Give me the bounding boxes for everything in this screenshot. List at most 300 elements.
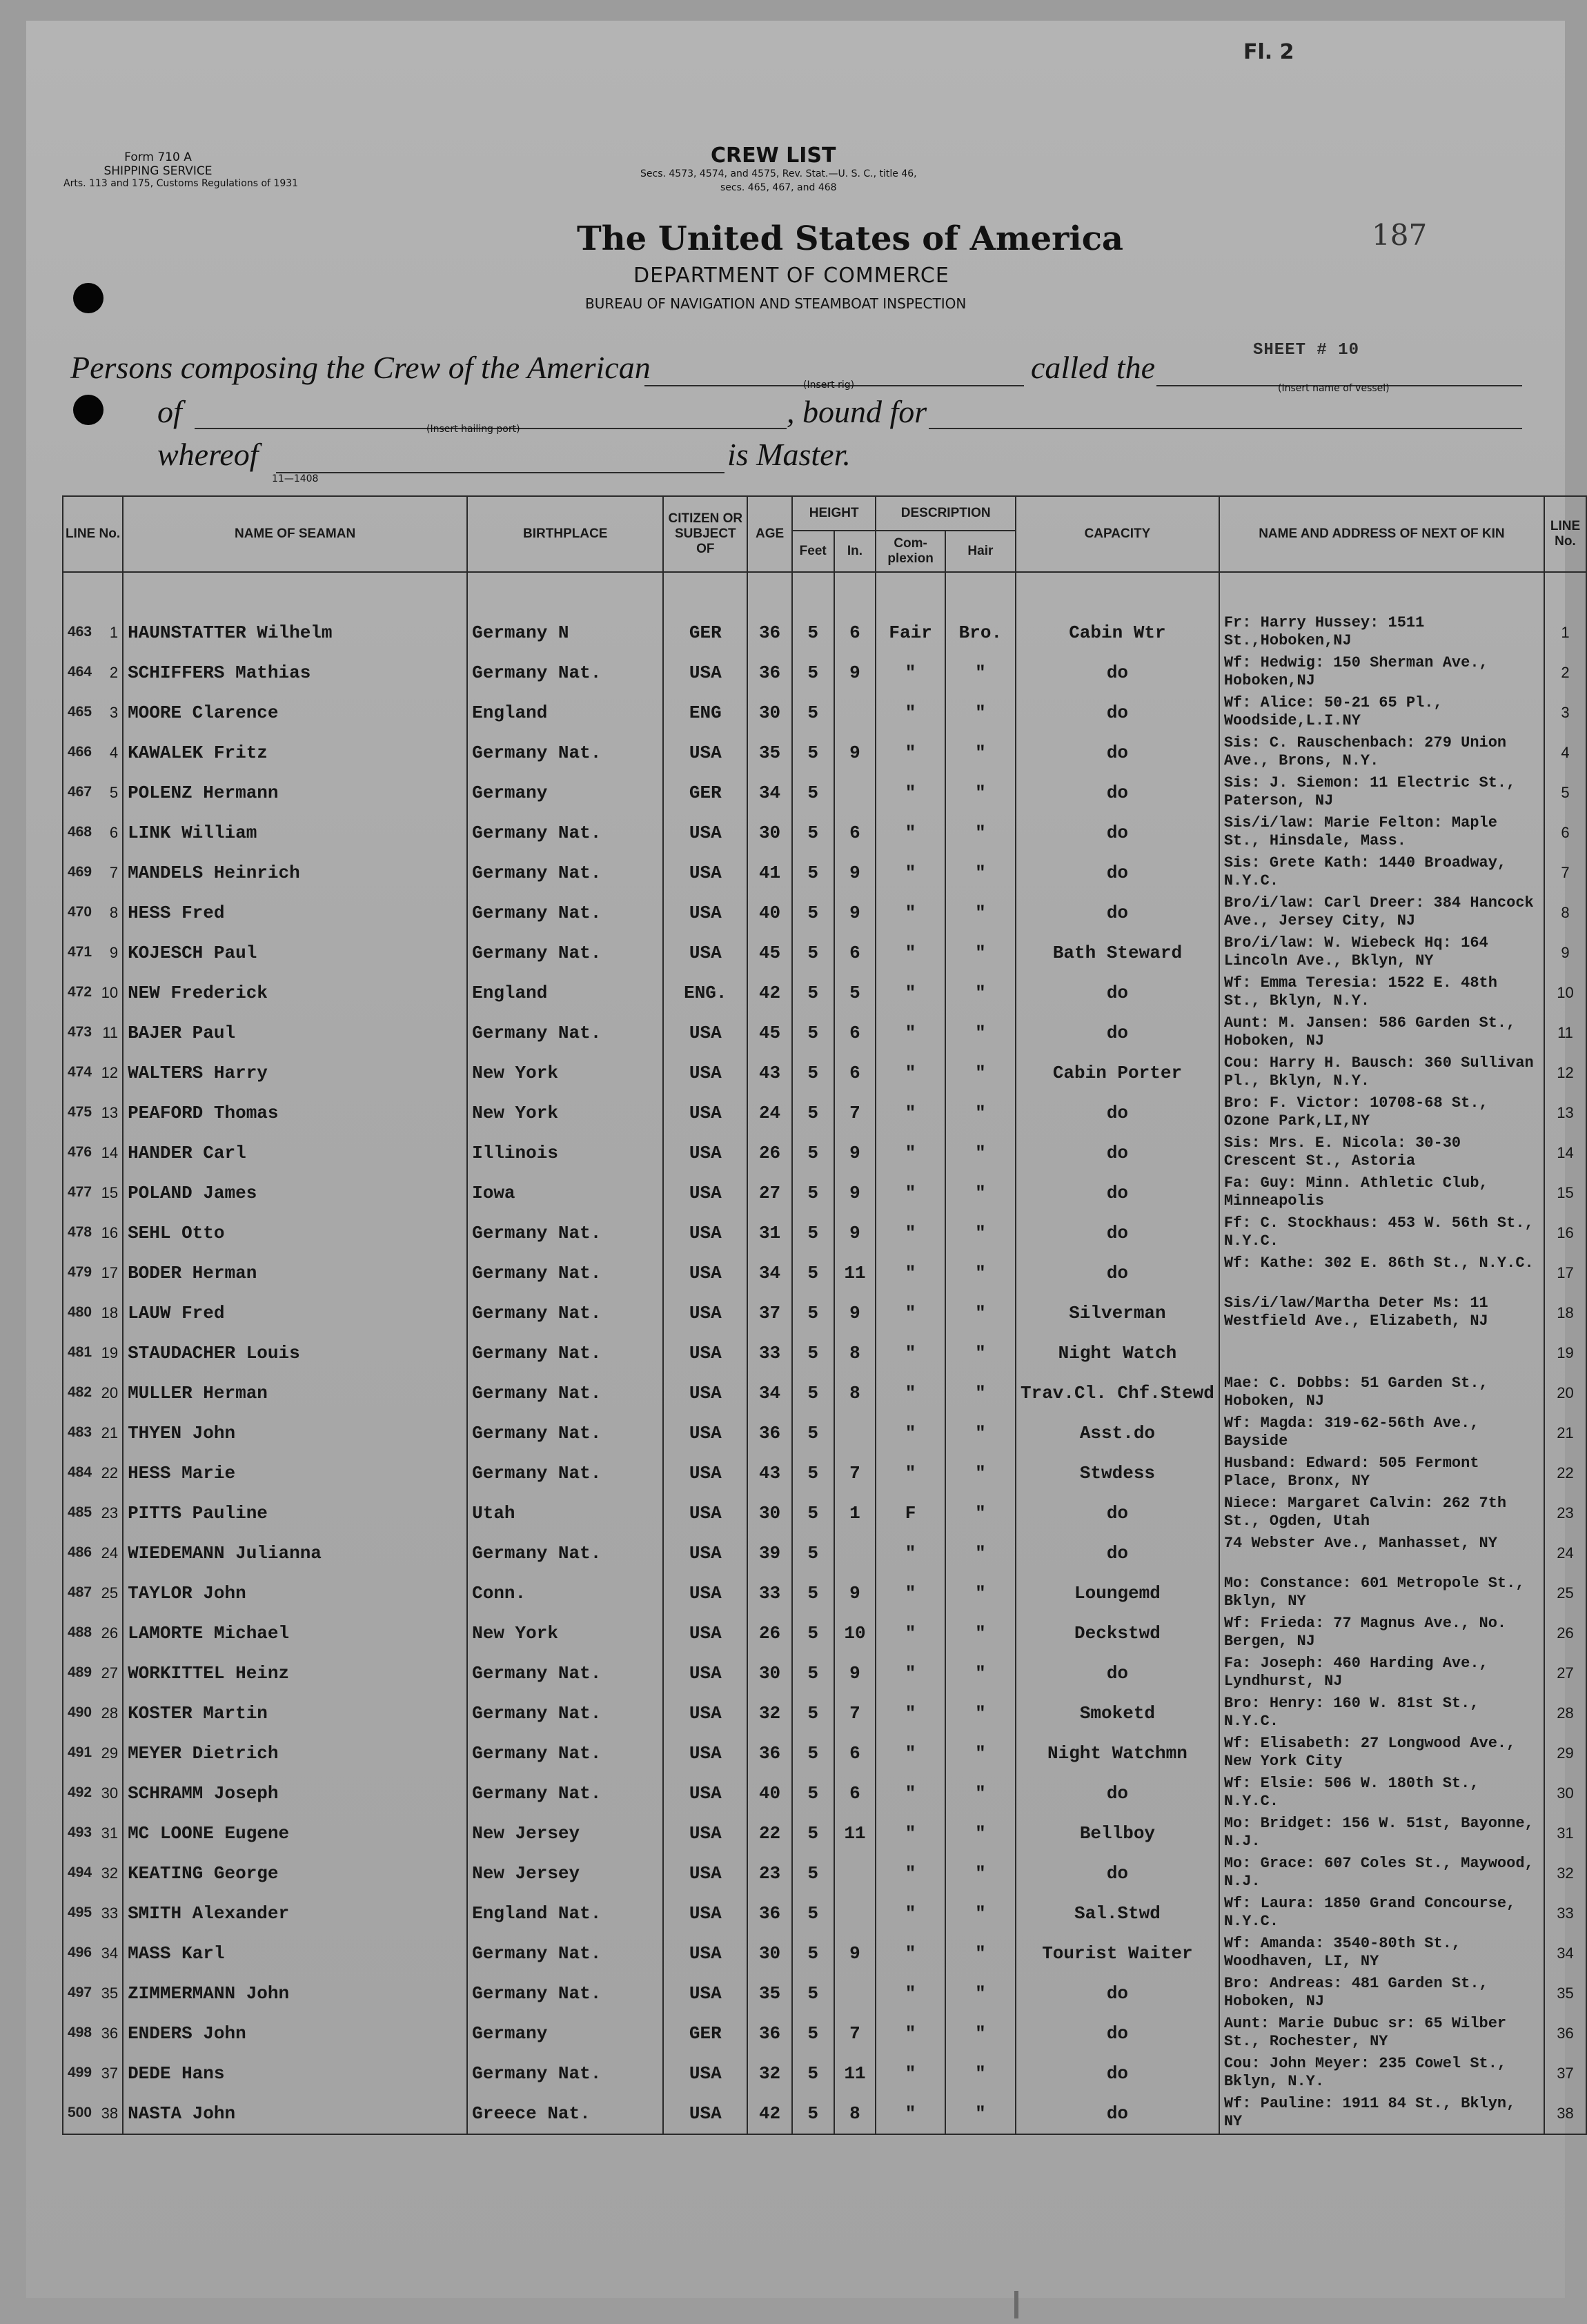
sheet-line-reference: 465: [68, 704, 92, 720]
hair: ": [945, 1773, 1016, 1813]
sheet-stamp: SHEET # 10: [1253, 341, 1360, 360]
sheet-line-reference: 464: [68, 664, 92, 680]
table-row: [63, 613, 1586, 653]
age: 35: [747, 1973, 792, 2013]
height-feet: 5: [792, 1853, 834, 1893]
line-no-right: 36: [1544, 2013, 1586, 2054]
line-number: 28: [101, 1704, 119, 1722]
complexion: ": [876, 1133, 945, 1173]
age: 32: [747, 1693, 792, 1733]
birthplace: Germany Nat.: [467, 1933, 663, 1973]
next-of-kin: Wf: Frieda: 77 Magnus Ave., No. Bergen, NJ: [1219, 1613, 1544, 1653]
height-inches: 8: [834, 2094, 876, 2134]
citizenship: USA: [663, 1813, 747, 1853]
line-no-right: 26: [1544, 1613, 1586, 1653]
complexion: ": [876, 1813, 945, 1853]
line-no-right: 14: [1544, 1133, 1586, 1173]
line-number: 10: [101, 984, 119, 1001]
next-of-kin: Bro/i/law: Carl Dreer: 384 Hancock Ave., Jersey City, NJ: [1219, 893, 1544, 933]
height-inches: 6: [834, 813, 876, 853]
line-no-right: 12: [1544, 1053, 1586, 1093]
height-inches: 9: [834, 893, 876, 933]
sheet-line-reference: 472: [68, 984, 92, 1000]
capacity: Loungemd: [1016, 1573, 1219, 1613]
line-number: 13: [101, 1104, 119, 1121]
line-number: 19: [101, 1344, 119, 1361]
sheet-line-reference: 470: [68, 904, 92, 920]
height-feet: 5: [792, 733, 834, 773]
line-no: [63, 1813, 123, 1853]
statute-line-2: secs. 465, 467, and 468: [720, 182, 837, 193]
complexion: ": [876, 1973, 945, 2013]
hair: ": [945, 1693, 1016, 1733]
next-of-kin: Mo: Constance: 601 Metropole St., Bklyn, NY: [1219, 1573, 1544, 1613]
birthplace: Germany: [467, 773, 663, 813]
height-inches: 7: [834, 2013, 876, 2054]
crew-rows: [63, 572, 1586, 2134]
birthplace: Germany Nat.: [467, 1733, 663, 1773]
age: 26: [747, 1613, 792, 1653]
line-no: [63, 773, 123, 813]
seaman-name: MC LOONE Eugene: [123, 1813, 467, 1853]
height-feet: 5: [792, 653, 834, 693]
height-feet: 5: [792, 1293, 834, 1333]
sheet-line-reference: 475: [68, 1104, 92, 1120]
complexion: ": [876, 693, 945, 733]
complexion: ": [876, 1573, 945, 1613]
vessel-caption: (Insert name of vessel): [1278, 383, 1390, 394]
height-inches: 9: [834, 1213, 876, 1253]
seaman-name: LAUW Fred: [123, 1293, 467, 1333]
header-complexion: Com-plexion: [876, 531, 945, 572]
hair: ": [945, 1213, 1016, 1253]
next-of-kin: [1219, 1333, 1544, 1373]
table-row: [63, 1293, 1586, 1333]
hair: ": [945, 1373, 1016, 1413]
birthplace: Germany Nat.: [467, 1013, 663, 1053]
rig-caption: (Insert rig): [803, 380, 855, 391]
birthplace: Germany Nat.: [467, 2054, 663, 2094]
line-number: 12: [101, 1064, 119, 1081]
height-feet: 5: [792, 1493, 834, 1533]
line-number: 22: [101, 1464, 119, 1481]
table-row: [63, 1453, 1586, 1493]
height-inches: 11: [834, 1813, 876, 1853]
table-row: [63, 1653, 1586, 1693]
birthplace: Germany Nat.: [467, 1253, 663, 1293]
capacity: do: [1016, 653, 1219, 693]
hailing-port-caption: (Insert hailing port): [426, 424, 520, 435]
seaman-name: THYEN John: [123, 1413, 467, 1453]
line-number: 16: [101, 1224, 119, 1241]
line-number: 24: [101, 1544, 119, 1562]
table-row: [63, 2013, 1586, 2054]
table-row: [63, 1213, 1586, 1253]
complexion: ": [876, 2054, 945, 2094]
birthplace: Germany Nat.: [467, 1533, 663, 1573]
next-of-kin: 74 Webster Ave., Manhasset, NY: [1219, 1533, 1544, 1573]
seaman-name: KEATING George: [123, 1853, 467, 1893]
birthplace: New Jersey: [467, 1853, 663, 1893]
hair: ": [945, 773, 1016, 813]
complexion: ": [876, 1773, 945, 1813]
next-of-kin: Husband: Edward: 505 Fermont Place, Bronx, NY: [1219, 1453, 1544, 1493]
age: 41: [747, 853, 792, 893]
sheet-line-reference: 473: [68, 1024, 92, 1040]
header-line-no: LINE No.: [63, 496, 123, 572]
age: 39: [747, 1533, 792, 1573]
citizenship: USA: [663, 1573, 747, 1613]
capacity: do: [1016, 1773, 1219, 1813]
height-inches: [834, 773, 876, 813]
capacity: do: [1016, 1653, 1219, 1693]
height-inches: 9: [834, 1133, 876, 1173]
capacity: do: [1016, 733, 1219, 773]
height-inches: 9: [834, 1653, 876, 1693]
height-feet: 5: [792, 853, 834, 893]
height-feet: 5: [792, 1973, 834, 2013]
form-articles: Arts. 113 and 175, Customs Regulations of 1931: [63, 178, 299, 189]
line-no-right: 31: [1544, 1813, 1586, 1853]
capacity: do: [1016, 693, 1219, 733]
form-number-block: [99, 150, 217, 178]
hair: ": [945, 1813, 1016, 1853]
next-of-kin: Fr: Harry Hussey: 1511 St.,Hoboken,NJ: [1219, 613, 1544, 653]
seaman-name: NEW Frederick: [123, 973, 467, 1013]
complexion: ": [876, 1613, 945, 1653]
punch-hole-middle: [73, 395, 103, 425]
sheet-line-reference: 498: [68, 2025, 92, 2040]
table-row: [63, 1493, 1586, 1533]
hair: ": [945, 1493, 1016, 1533]
is-master-label: is Master.: [727, 437, 851, 472]
height-inches: 5: [834, 973, 876, 1013]
table-row: [63, 2094, 1586, 2134]
seaman-name: BAJER Paul: [123, 1013, 467, 1053]
capacity: Stwdess: [1016, 1453, 1219, 1493]
capacity: Tourist Waiter: [1016, 1933, 1219, 1973]
line-no-right: 22: [1544, 1453, 1586, 1493]
birthplace: Germany Nat.: [467, 853, 663, 893]
line-number: 30: [101, 1784, 119, 1802]
complexion: Fair: [876, 613, 945, 653]
sheet-line-reference: 490: [68, 1704, 92, 1720]
complexion: ": [876, 1173, 945, 1213]
header-line-no-right: LINE No.: [1544, 496, 1586, 572]
table-row: [63, 1093, 1586, 1133]
citizenship: USA: [663, 1973, 747, 2013]
complexion: ": [876, 733, 945, 773]
seaman-name: HANDER Carl: [123, 1133, 467, 1173]
hair: ": [945, 1093, 1016, 1133]
of-label: of: [157, 394, 182, 429]
seaman-name: PITTS Pauline: [123, 1493, 467, 1533]
age: 43: [747, 1453, 792, 1493]
line-no: [63, 1053, 123, 1093]
next-of-kin: Wf: Alice: 50-21 65 Pl., Woodside,L.I.NY: [1219, 693, 1544, 733]
next-of-kin: Wf: Hedwig: 150 Sherman Ave., Hoboken,NJ: [1219, 653, 1544, 693]
sheet-line-reference: 493: [68, 1824, 92, 1840]
height-feet: 5: [792, 1933, 834, 1973]
height-inches: 9: [834, 733, 876, 773]
height-feet: 5: [792, 1573, 834, 1613]
sheet-line-reference: 463: [68, 624, 92, 640]
complexion: ": [876, 773, 945, 813]
line-number: 37: [101, 2065, 119, 2082]
hair: ": [945, 933, 1016, 973]
line-number: 4: [109, 744, 119, 761]
line-no: [63, 1693, 123, 1733]
seaman-name: HESS Fred: [123, 893, 467, 933]
height-inches: 6: [834, 613, 876, 653]
height-inches: 11: [834, 2054, 876, 2094]
next-of-kin: Wf: Elsie: 506 W. 180th St., N.Y.C.: [1219, 1773, 1544, 1813]
height-feet: 5: [792, 1533, 834, 1573]
next-of-kin: Sis: C. Rauschenbach: 279 Union Ave., Brons, N.Y.: [1219, 733, 1544, 773]
table-row: [63, 933, 1586, 973]
table-row: [63, 1893, 1586, 1933]
seaman-name: POLENZ Hermann: [123, 773, 467, 813]
birthplace: Germany Nat.: [467, 733, 663, 773]
height-inches: [834, 693, 876, 733]
table-row: [63, 1773, 1586, 1813]
next-of-kin: Bro: Andreas: 481 Garden St., Hoboken, NJ: [1219, 1973, 1544, 2013]
height-feet: 5: [792, 773, 834, 813]
header-citizen: CITIZEN OR SUBJECT OF: [663, 496, 747, 572]
line-number: 27: [101, 1664, 119, 1682]
height-inches: 9: [834, 653, 876, 693]
height-inches: [834, 1533, 876, 1573]
next-of-kin: Bro/i/law: W. Wiebeck Hq: 164 Lincoln Ave., Bklyn, NY: [1219, 933, 1544, 973]
complexion: ": [876, 1853, 945, 1893]
height-feet: 5: [792, 893, 834, 933]
line-no: [63, 1973, 123, 2013]
hair: Bro.: [945, 613, 1016, 653]
seaman-name: SCHIFFERS Mathias: [123, 653, 467, 693]
hair: ": [945, 893, 1016, 933]
seaman-name: WALTERS Harry: [123, 1053, 467, 1093]
next-of-kin: Niece: Margaret Calvin: 262 7th St., Ogden, Utah: [1219, 1493, 1544, 1533]
table-row: [63, 1013, 1586, 1053]
sheet-line-reference: 477: [68, 1184, 92, 1200]
height-feet: 5: [792, 1893, 834, 1933]
line-no-right: 17: [1544, 1253, 1586, 1293]
sheet-line-reference: 467: [68, 784, 92, 800]
capacity: do: [1016, 1533, 1219, 1573]
age: 36: [747, 653, 792, 693]
hair: ": [945, 1333, 1016, 1373]
line-number: 32: [101, 1864, 119, 1882]
complexion: ": [876, 973, 945, 1013]
table-row: [63, 813, 1586, 853]
complexion: ": [876, 1213, 945, 1253]
next-of-kin: Sis/i/law/Martha Deter Ms: 11 Westfield Ave., Elizabeth, NJ: [1219, 1293, 1544, 1333]
birthplace: England Nat.: [467, 1893, 663, 1933]
age: 30: [747, 1493, 792, 1533]
height-inches: 11: [834, 1253, 876, 1293]
seaman-name: SMITH Alexander: [123, 1893, 467, 1933]
capacity: Cabin Wtr: [1016, 613, 1219, 653]
citizenship: USA: [663, 893, 747, 933]
capacity: Bath Steward: [1016, 933, 1219, 973]
sheet-line-reference: 486: [68, 1544, 92, 1560]
line-no: [63, 2054, 123, 2094]
capacity: do: [1016, 1493, 1219, 1533]
table-row: [63, 1333, 1586, 1373]
age: 42: [747, 973, 792, 1013]
capacity: do: [1016, 853, 1219, 893]
citizenship: USA: [663, 933, 747, 973]
line-no-right: 2: [1544, 653, 1586, 693]
complexion: ": [876, 893, 945, 933]
form-number: Form 710 A: [124, 150, 192, 164]
height-feet: 5: [792, 973, 834, 1013]
line-no-right: 33: [1544, 1893, 1586, 1933]
page-mark: Fl. 2: [1243, 40, 1294, 64]
crew-table: [62, 495, 1587, 2135]
hair: ": [945, 1133, 1016, 1173]
line-number: 11: [102, 1024, 119, 1041]
birthplace: Germany Nat.: [467, 1213, 663, 1253]
next-of-kin: Bro: Henry: 160 W. 81st St., N.Y.C.: [1219, 1693, 1544, 1733]
height-inches: 9: [834, 1293, 876, 1333]
citizenship: USA: [663, 1213, 747, 1253]
age: 30: [747, 693, 792, 733]
citizenship: GER: [663, 2013, 747, 2054]
line-no: [63, 1413, 123, 1453]
hair: ": [945, 1013, 1016, 1053]
line-no: [63, 733, 123, 773]
line-number: 34: [101, 1944, 119, 1962]
age: 34: [747, 1253, 792, 1293]
capacity: do: [1016, 1093, 1219, 1133]
complexion: ": [876, 1653, 945, 1693]
hair: ": [945, 813, 1016, 853]
sheet-line-reference: 479: [68, 1264, 92, 1280]
birthplace: Germany Nat.: [467, 1653, 663, 1693]
height-inches: 10: [834, 1613, 876, 1653]
height-inches: 6: [834, 1773, 876, 1813]
height-feet: 5: [792, 1373, 834, 1413]
line-no: [63, 1613, 123, 1653]
line-no: [63, 973, 123, 1013]
next-of-kin: Wf: Amanda: 3540-80th St., Woodhaven, LI, NY: [1219, 1933, 1544, 1973]
sheet-line-reference: 494: [68, 1864, 92, 1880]
age: 31: [747, 1213, 792, 1253]
height-feet: 5: [792, 1333, 834, 1373]
height-inches: 8: [834, 1373, 876, 1413]
height-feet: 5: [792, 1813, 834, 1853]
table-row: [63, 733, 1586, 773]
capacity: do: [1016, 2013, 1219, 2054]
hair: ": [945, 1173, 1016, 1213]
next-of-kin: Ff: C. Stockhaus: 453 W. 56th St., N.Y.C.: [1219, 1213, 1544, 1253]
capacity: do: [1016, 1013, 1219, 1053]
line-no-right: 24: [1544, 1533, 1586, 1573]
line-no: [63, 1733, 123, 1773]
age: 26: [747, 1133, 792, 1173]
table-row: [63, 1933, 1586, 1973]
hair: ": [945, 1853, 1016, 1893]
birthplace: England: [467, 973, 663, 1013]
age: 34: [747, 1373, 792, 1413]
birthplace: Germany Nat.: [467, 1693, 663, 1733]
birthplace: Germany Nat.: [467, 1973, 663, 2013]
capacity: do: [1016, 1133, 1219, 1173]
citizenship: ENG.: [663, 973, 747, 1013]
sheet-line-reference: 499: [68, 2065, 92, 2080]
sheet-line-reference: 483: [68, 1424, 92, 1440]
line-number: 31: [101, 1824, 119, 1842]
seaman-name: KAWALEK Fritz: [123, 733, 467, 773]
next-of-kin: Aunt: M. Jansen: 586 Garden St., Hoboken, NJ: [1219, 1013, 1544, 1053]
table-row: [63, 1253, 1586, 1293]
complexion: ": [876, 933, 945, 973]
line-number: 7: [109, 864, 119, 881]
header-next-of-kin: NAME AND ADDRESS OF NEXT OF KIN: [1219, 496, 1544, 572]
birthplace: Germany N: [467, 613, 663, 653]
capacity: do: [1016, 2094, 1219, 2134]
capacity: do: [1016, 1173, 1219, 1213]
citizenship: USA: [663, 1653, 747, 1693]
next-of-kin: Wf: Kathe: 302 E. 86th St., N.Y.C.: [1219, 1253, 1544, 1293]
bureau-heading: BUREAU OF NAVIGATION AND STEAMBOAT INSPECTION: [585, 295, 967, 312]
line-no: [63, 1373, 123, 1413]
seaman-name: NASTA John: [123, 2094, 467, 2134]
line-no: [63, 1253, 123, 1293]
height-feet: 5: [792, 613, 834, 653]
country-heading: The United States of America: [577, 219, 1124, 258]
capacity: Cabin Porter: [1016, 1053, 1219, 1093]
complexion: ": [876, 1293, 945, 1333]
line-number: 6: [109, 824, 119, 841]
citizenship: USA: [663, 853, 747, 893]
citizenship: USA: [663, 1773, 747, 1813]
hair: ": [945, 1613, 1016, 1653]
table-row: [63, 1693, 1586, 1733]
seaman-name: HAUNSTATTER Wilhelm: [123, 613, 467, 653]
master-line: [276, 472, 724, 473]
line-no: [63, 1573, 123, 1613]
height-feet: 5: [792, 1653, 834, 1693]
next-of-kin: Fa: Guy: Minn. Athletic Club, Minneapolis: [1219, 1173, 1544, 1213]
capacity: do: [1016, 2054, 1219, 2094]
line-no-right: 5: [1544, 773, 1586, 813]
seaman-name: HESS Marie: [123, 1453, 467, 1493]
seaman-name: SEHL Otto: [123, 1213, 467, 1253]
sheet-line-reference: 469: [68, 864, 92, 880]
citizenship: GER: [663, 613, 747, 653]
header-hair: Hair: [945, 531, 1016, 572]
capacity: do: [1016, 773, 1219, 813]
table-row: [63, 1853, 1586, 1893]
birthplace: New York: [467, 1053, 663, 1093]
line-no: [63, 1013, 123, 1053]
hair: ": [945, 2094, 1016, 2134]
birthplace: New York: [467, 1093, 663, 1133]
bottom-tear-mark: [1014, 2291, 1018, 2318]
next-of-kin: Bro: F. Victor: 10708-68 St., Ozone Park,LI,NY: [1219, 1093, 1544, 1133]
height-feet: 5: [792, 1173, 834, 1213]
next-of-kin: Mo: Grace: 607 Coles St., Maywood, N.J.: [1219, 1853, 1544, 1893]
citizenship: USA: [663, 1493, 747, 1533]
line-no: [63, 653, 123, 693]
line-number: 14: [101, 1144, 119, 1161]
seaman-name: ZIMMERMANN John: [123, 1973, 467, 2013]
line-number: 5: [109, 784, 119, 801]
complexion: ": [876, 1693, 945, 1733]
table-row: [63, 1813, 1586, 1853]
